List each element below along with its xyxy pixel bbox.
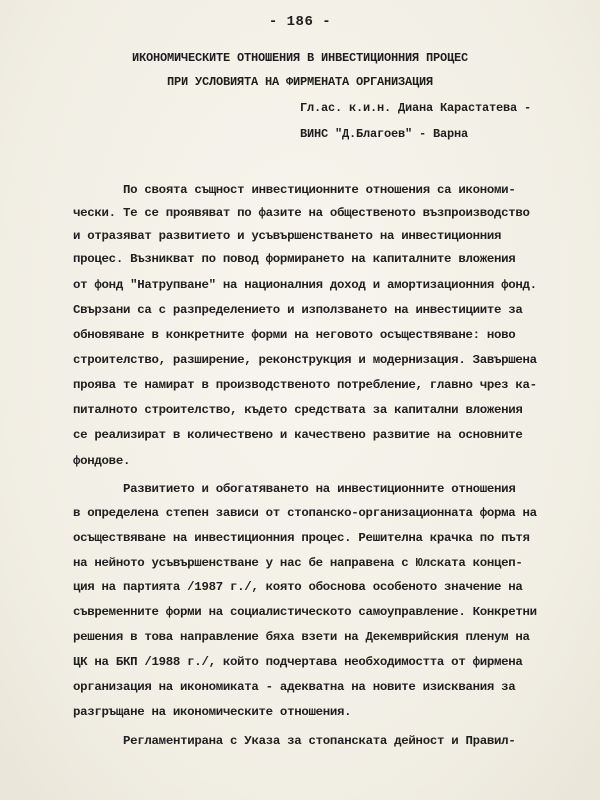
body-line: съвременните форми на социалистическото самоуправление. Конкретни bbox=[73, 605, 537, 619]
body-line: в определена степен зависи от стопанско-организационната форма на bbox=[73, 506, 537, 520]
body-line: ЦК на БКП /1988 г./, който подчертава необходимостта от фирмена bbox=[73, 655, 523, 669]
author-name: Гл.ас. к.и.н. Диана Карастатева - bbox=[300, 101, 532, 115]
body-line: Регламентирана с Указа за стопанската дейност и Правил- bbox=[123, 734, 516, 748]
author-affiliation: ВИНС "Д.Благоев" - Варна bbox=[300, 127, 469, 141]
body-line: осъществяване на инвестиционния процес. Решителна крачка по пътя bbox=[73, 531, 530, 545]
body-line: от фонд "Натрупване" на националния доход и амортизационния фонд. bbox=[73, 278, 537, 292]
body-line: Свързани са с разпределението и използването на инвестициите за bbox=[73, 303, 523, 317]
body-line: на нейното усъвършенстване у нас бе направена с Юлската концеп- bbox=[73, 556, 523, 570]
document-title-line-1: ИКОНОМИЧЕСКИТЕ ОТНОШЕНИЯ В ИНВЕСТИЦИОННИЯ ПРОЦЕС bbox=[131, 51, 469, 65]
body-line: разгръщане на икономическите отношения. bbox=[73, 705, 352, 719]
body-line: фондове. bbox=[73, 454, 131, 468]
body-line: организация на икономиката - адекватна на новите изисквания за bbox=[73, 680, 516, 694]
body-line: и отразяват развитието и усъвършенстването на инвестиционния bbox=[73, 229, 502, 243]
body-line: проява те намират в производственото потребление, главно чрез ка- bbox=[73, 378, 537, 392]
page-number: - 186 - bbox=[268, 14, 332, 30]
body-line: Развитието и обогатяването на инвестиционните отношения bbox=[123, 482, 516, 496]
body-line: процес. Възникват по повод формирането на капиталните вложения bbox=[73, 252, 516, 266]
body-line: ция на партията /1987 г./, която обосновa особеното значение на bbox=[73, 580, 523, 594]
body-line: строителство, разширение, реконструкция и модернизация. Завършена bbox=[73, 353, 537, 367]
body-line: По своята същност инвестиционните отношения са икономи- bbox=[123, 183, 516, 197]
body-line: се реализират в количествено и качествено развитие на основните bbox=[73, 428, 523, 442]
body-line: обновяване в конкретните форми на неговото осъществяване: ново bbox=[73, 328, 516, 342]
body-line: чески. Те се проявяват по фазите на общественото възпроизводство bbox=[73, 206, 530, 220]
body-line: питалното строителство, където средствата за капитални вложения bbox=[73, 403, 523, 417]
body-line: решения в това направление бяха взети на Декемврийския пленум на bbox=[73, 630, 530, 644]
document-title-line-2: ПРИ УСЛОВИЯТА НА ФИРМЕНАТА ОРГАНИЗАЦИЯ bbox=[166, 75, 434, 89]
